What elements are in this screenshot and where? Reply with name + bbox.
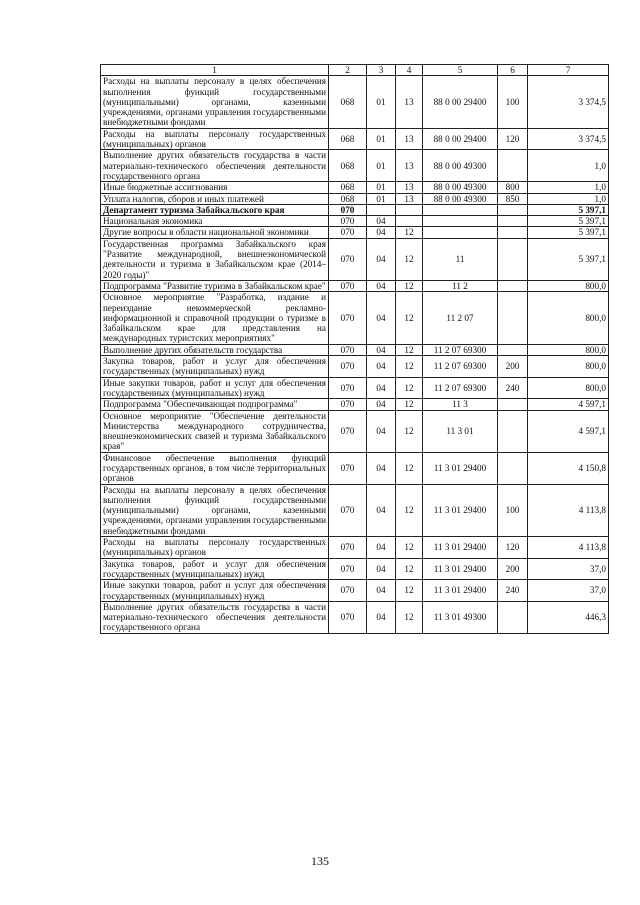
table-row — [101, 204, 609, 215]
cell-target-article: 11 2 07 69300 — [423, 344, 498, 355]
cell-amount: 800,0 — [528, 377, 609, 399]
cell-subsection: 12 — [396, 356, 423, 378]
cell-expense-type: 240 — [498, 580, 528, 602]
cell-amount: 4 113,8 — [528, 484, 609, 536]
cell-name: Закупка товаров, работ и услуг для обеспечения государственных (муниципальных) нужд — [101, 356, 329, 378]
table-row — [101, 280, 609, 291]
cell-expense-type: 240 — [498, 377, 528, 399]
cell-admin-code: 070 — [329, 204, 367, 215]
cell-expense-type — [498, 150, 528, 182]
table-header-row — [101, 65, 609, 76]
cell-subsection: 13 — [396, 76, 423, 128]
cell-target-article: 11 3 01 29400 — [423, 558, 498, 580]
cell-section: 04 — [367, 377, 396, 399]
cell-section: 01 — [367, 128, 396, 150]
cell-target-article: 11 2 07 69300 — [423, 356, 498, 378]
header-col-4: 4 — [396, 65, 423, 76]
cell-subsection: 12 — [396, 410, 423, 452]
cell-admin-code: 070 — [329, 344, 367, 355]
cell-target-article: 11 3 01 29400 — [423, 537, 498, 559]
cell-section: 04 — [367, 227, 396, 238]
cell-expense-type — [498, 601, 528, 633]
cell-target-article: 11 3 01 — [423, 410, 498, 452]
cell-subsection: 13 — [396, 128, 423, 150]
cell-admin-code: 068 — [329, 150, 367, 182]
cell-section: 04 — [367, 580, 396, 602]
table-row — [101, 399, 609, 410]
cell-section: 04 — [367, 558, 396, 580]
cell-expense-type — [498, 216, 528, 227]
cell-section: 04 — [367, 452, 396, 484]
cell-section: 01 — [367, 76, 396, 128]
cell-target-article: 11 2 — [423, 280, 498, 291]
cell-name: Расходы на выплаты персоналу в целях обеспечения выполнения функций государственными (муниципальными) органами, казенными учреждениями, органами управления государственными внебюджетными фондами — [101, 484, 329, 536]
cell-expense-type — [498, 399, 528, 410]
cell-name: Выполнение других обязательств государства — [101, 344, 329, 355]
cell-expense-type — [498, 452, 528, 484]
cell-admin-code: 070 — [329, 580, 367, 602]
cell-name: Основное мероприятие "Разработка, издание и переиздание некоммерческой рекламно-информационной и справочной продукции о туризме в Забайкальском крае для представления на международных туристских мероприятиях" — [101, 292, 329, 344]
cell-target-article: 88 0 00 29400 — [423, 76, 498, 128]
cell-subsection: 13 — [396, 150, 423, 182]
cell-amount: 3 374,5 — [528, 76, 609, 128]
cell-name: Иные бюджетные ассигнования — [101, 182, 329, 193]
cell-amount: 3 374,5 — [528, 128, 609, 150]
cell-subsection: 12 — [396, 344, 423, 355]
cell-expense-type — [498, 238, 528, 280]
cell-expense-type: 850 — [498, 193, 528, 204]
cell-admin-code: 070 — [329, 216, 367, 227]
cell-target-article: 88 0 00 49300 — [423, 182, 498, 193]
cell-expense-type — [498, 344, 528, 355]
page-number: 135 — [311, 854, 329, 868]
cell-amount: 5 397,1 — [528, 216, 609, 227]
cell-amount: 5 397,1 — [528, 227, 609, 238]
cell-amount: 1,0 — [528, 150, 609, 182]
cell-target-article: 88 0 00 49300 — [423, 150, 498, 182]
cell-target-article: 88 0 00 49300 — [423, 193, 498, 204]
header-col-2: 2 — [329, 65, 367, 76]
cell-admin-code: 068 — [329, 76, 367, 128]
cell-subsection: 12 — [396, 558, 423, 580]
cell-subsection — [396, 204, 423, 215]
cell-admin-code: 070 — [329, 280, 367, 291]
cell-amount: 37,0 — [528, 558, 609, 580]
cell-amount: 37,0 — [528, 580, 609, 602]
cell-section: 01 — [367, 150, 396, 182]
cell-amount: 4 113,8 — [528, 537, 609, 559]
table-row — [101, 150, 609, 182]
cell-name: Уплата налогов, сборов и иных платежей — [101, 193, 329, 204]
header-col-1: 1 — [101, 65, 329, 76]
cell-target-article: 11 2 07 69300 — [423, 377, 498, 399]
cell-target-article: 11 3 01 29400 — [423, 452, 498, 484]
cell-admin-code: 070 — [329, 238, 367, 280]
cell-target-article: 11 3 01 49300 — [423, 601, 498, 633]
cell-section: 04 — [367, 292, 396, 344]
cell-subsection — [396, 216, 423, 227]
cell-name: Подпрограмма "Развитие туризма в Забайкальском крае" — [101, 280, 329, 291]
cell-target-article: 11 — [423, 238, 498, 280]
header-col-3: 3 — [367, 65, 396, 76]
cell-subsection: 13 — [396, 182, 423, 193]
cell-amount: 1,0 — [528, 193, 609, 204]
cell-name: Выполнение других обязательств государства в части материально-технического обеспечения деятельности государственного органа — [101, 601, 329, 633]
cell-name: Иные закупки товаров, работ и услуг для обеспечения государственных (муниципальных) нужд — [101, 377, 329, 399]
header-col-7: 7 — [528, 65, 609, 76]
cell-section: 04 — [367, 399, 396, 410]
cell-section: 04 — [367, 238, 396, 280]
table-row — [101, 344, 609, 355]
cell-section: 04 — [367, 356, 396, 378]
cell-admin-code: 070 — [329, 410, 367, 452]
cell-amount: 800,0 — [528, 280, 609, 291]
cell-expense-type — [498, 204, 528, 215]
cell-expense-type: 200 — [498, 558, 528, 580]
cell-admin-code: 070 — [329, 484, 367, 536]
cell-amount: 4 150,8 — [528, 452, 609, 484]
cell-subsection: 12 — [396, 227, 423, 238]
header-col-5: 5 — [423, 65, 498, 76]
cell-section: 04 — [367, 601, 396, 633]
cell-target-article: 11 3 01 29400 — [423, 484, 498, 536]
cell-section: 04 — [367, 484, 396, 536]
table-row — [101, 193, 609, 204]
table-row — [101, 601, 609, 633]
cell-subsection: 12 — [396, 292, 423, 344]
cell-subsection: 12 — [396, 484, 423, 536]
table-row — [101, 128, 609, 150]
cell-admin-code: 070 — [329, 558, 367, 580]
cell-admin-code: 070 — [329, 452, 367, 484]
cell-target-article: 88 0 00 29400 — [423, 128, 498, 150]
cell-amount: 5 397,1 — [528, 238, 609, 280]
cell-section: 01 — [367, 193, 396, 204]
cell-admin-code: 068 — [329, 128, 367, 150]
table-row — [101, 238, 609, 280]
cell-target-article — [423, 204, 498, 215]
table-body — [101, 76, 609, 633]
cell-target-article: 11 3 01 29400 — [423, 580, 498, 602]
cell-expense-type: 200 — [498, 356, 528, 378]
cell-name: Государственная программа Забайкальского края "Развитие международной, внешнеэкономической деятельности и туризма в Забайкальском крае (2014–2020 годы)" — [101, 238, 329, 280]
cell-amount: 446,3 — [528, 601, 609, 633]
cell-admin-code: 070 — [329, 292, 367, 344]
table-row — [101, 537, 609, 559]
table-row — [101, 484, 609, 536]
cell-name: Финансовое обеспечение выполнения функций государственных органов, в том числе территориальных органов — [101, 452, 329, 484]
cell-section: 04 — [367, 344, 396, 355]
cell-expense-type: 100 — [498, 484, 528, 536]
table-row — [101, 182, 609, 193]
cell-name: Другие вопросы в области национальной экономики — [101, 227, 329, 238]
cell-subsection: 12 — [396, 452, 423, 484]
cell-admin-code: 068 — [329, 193, 367, 204]
cell-name: Расходы на выплаты персоналу в целях обеспечения выполнения функций государственными (муниципальными) органами, казенными учреждениями, органами управления государственными внебюджетными фондами — [101, 76, 329, 128]
cell-expense-type: 120 — [498, 128, 528, 150]
table-row — [101, 216, 609, 227]
cell-name: Иные закупки товаров, работ и услуг для обеспечения государственных (муниципальных) нужд — [101, 580, 329, 602]
cell-target-article: 11 2 07 — [423, 292, 498, 344]
cell-admin-code: 070 — [329, 399, 367, 410]
table-row — [101, 292, 609, 344]
header-col-6: 6 — [498, 65, 528, 76]
cell-subsection: 12 — [396, 280, 423, 291]
cell-name: Расходы на выплаты персоналу государственных (муниципальных) органов — [101, 128, 329, 150]
cell-amount: 800,0 — [528, 292, 609, 344]
table-row — [101, 410, 609, 452]
cell-name: Закупка товаров, работ и услуг для обеспечения государственных (муниципальных) нужд — [101, 558, 329, 580]
cell-subsection: 12 — [396, 238, 423, 280]
table-row — [101, 356, 609, 378]
cell-section: 04 — [367, 410, 396, 452]
cell-subsection: 12 — [396, 601, 423, 633]
cell-expense-type: 800 — [498, 182, 528, 193]
cell-amount: 5 397,1 — [528, 204, 609, 215]
cell-name: Выполнение других обязательств государства в части материально-технического обеспечения деятельности государственного органа — [101, 150, 329, 182]
cell-expense-type — [498, 410, 528, 452]
cell-expense-type: 120 — [498, 537, 528, 559]
cell-target-article — [423, 227, 498, 238]
cell-target-article: 11 3 — [423, 399, 498, 410]
cell-name: Основное мероприятие "Обеспечение деятельности Министерства международного сотрудничества, внешнеэкономических связей и туризма Забайкальского края" — [101, 410, 329, 452]
cell-admin-code: 070 — [329, 537, 367, 559]
cell-amount: 800,0 — [528, 344, 609, 355]
cell-section: 04 — [367, 537, 396, 559]
table-row — [101, 558, 609, 580]
cell-admin-code: 070 — [329, 601, 367, 633]
cell-section: 04 — [367, 216, 396, 227]
table-row — [101, 76, 609, 128]
budget-table — [100, 64, 609, 634]
cell-admin-code: 070 — [329, 377, 367, 399]
cell-target-article — [423, 216, 498, 227]
cell-amount: 4 597,1 — [528, 410, 609, 452]
cell-expense-type — [498, 292, 528, 344]
cell-admin-code: 070 — [329, 227, 367, 238]
cell-expense-type — [498, 280, 528, 291]
cell-admin-code: 068 — [329, 182, 367, 193]
table-row — [101, 452, 609, 484]
table-row — [101, 377, 609, 399]
cell-section: 04 — [367, 280, 396, 291]
cell-subsection: 12 — [396, 377, 423, 399]
cell-subsection: 12 — [396, 537, 423, 559]
cell-section — [367, 204, 396, 215]
cell-admin-code: 070 — [329, 356, 367, 378]
cell-name: Департамент туризма Забайкальского края — [101, 204, 329, 215]
cell-expense-type — [498, 227, 528, 238]
cell-subsection: 12 — [396, 580, 423, 602]
cell-name: Подпрограмма "Обеспечивающая подпрограмма" — [101, 399, 329, 410]
cell-name: Расходы на выплаты персоналу государственных (муниципальных) органов — [101, 537, 329, 559]
cell-section: 01 — [367, 182, 396, 193]
cell-expense-type: 100 — [498, 76, 528, 128]
cell-amount: 800,0 — [528, 356, 609, 378]
cell-name: Национальная экономика — [101, 216, 329, 227]
cell-subsection: 13 — [396, 193, 423, 204]
table-row — [101, 227, 609, 238]
cell-subsection: 12 — [396, 399, 423, 410]
cell-amount: 1,0 — [528, 182, 609, 193]
cell-amount: 4 597,1 — [528, 399, 609, 410]
table-row — [101, 580, 609, 602]
